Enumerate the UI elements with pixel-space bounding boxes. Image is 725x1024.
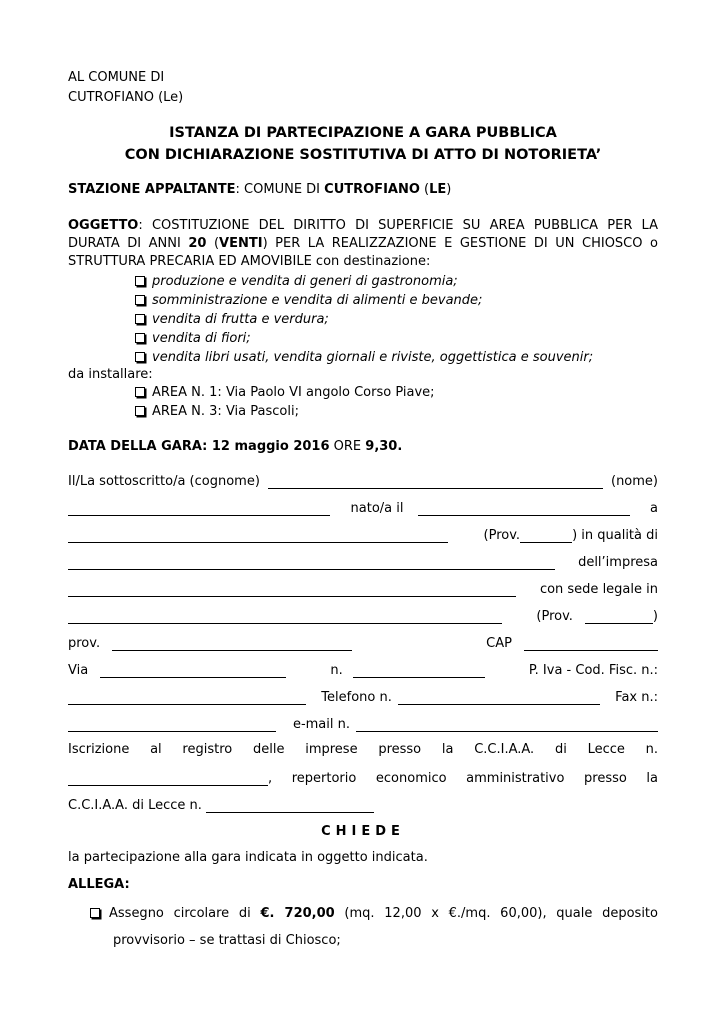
prov-nascita-field[interactable]	[520, 530, 572, 543]
cciaa-label: C.C.I.A.A. di Lecce n.	[68, 798, 202, 813]
stazione-open: (	[419, 182, 430, 197]
cognome-label: Il/La sottoscritto/a (cognome)	[68, 474, 260, 489]
prov-label: (Prov.	[483, 528, 521, 543]
prov-sede-label: (Prov.	[536, 609, 573, 624]
paren-close: )	[652, 609, 658, 624]
cap-field[interactable]	[524, 638, 658, 651]
data-gara	[68, 439, 402, 454]
fax-field[interactable]	[68, 719, 276, 732]
form-row-via	[68, 663, 658, 678]
destinazione-label: vendita di frutta e verdura;	[152, 312, 329, 327]
form-row-cognome	[68, 474, 658, 489]
stazione-sep: : COMUNE DI	[235, 182, 325, 197]
cognome-field[interactable]	[268, 476, 603, 489]
destinazione-item	[135, 274, 458, 289]
destinazione-item	[135, 331, 251, 346]
destinazione-label: produzione e vendita di generi di gastronomia;	[152, 274, 458, 289]
checkbox-icon[interactable]	[135, 333, 145, 343]
area-label: AREA N. 1: Via Paolo VI angolo Corso Piave;	[152, 385, 435, 400]
via-field[interactable]	[100, 665, 286, 678]
stazione-prov: LE	[429, 182, 447, 197]
oggetto-line-2-rest: ) PER LA REALIZZAZIONE E GESTIONE DI UN CHIOSCO o	[262, 236, 658, 251]
stazione-appaltante	[68, 182, 451, 197]
luogo-nascita-field[interactable]	[68, 530, 448, 543]
oggetto-line-1-text: : COSTITUZIONE DEL DIRITTO DI SUPERFICIE SU AREA PUBBLICA PER LA	[138, 218, 658, 233]
form-row-nascita	[68, 501, 658, 516]
checkbox-icon[interactable]	[135, 314, 145, 324]
form-row-email	[68, 717, 658, 732]
checkbox-icon[interactable]	[135, 352, 145, 362]
luogo-label: a	[650, 501, 658, 516]
checkbox-icon[interactable]	[135, 276, 145, 286]
piva-label: P. Iva - Cod. Fisc. n.:	[528, 663, 658, 678]
oggetto-line-2	[68, 236, 658, 251]
assegno-line-1	[90, 906, 658, 921]
prov-sede-field[interactable]	[585, 611, 653, 624]
cap-label: CAP	[486, 636, 512, 651]
data-nascita-field[interactable]	[418, 503, 630, 516]
da-installare-label: da installare:	[68, 367, 153, 382]
data-gara-label: DATA DELLA GARA: 12 maggio 2016	[68, 439, 330, 454]
sede-label: con sede legale in	[539, 582, 658, 597]
piva-field[interactable]	[68, 692, 306, 705]
form-row-prov	[68, 528, 658, 543]
qualita-field[interactable]	[68, 557, 555, 570]
telefono-field[interactable]	[398, 692, 600, 705]
chiede-heading: CHIEDE	[321, 824, 405, 839]
nome-field[interactable]	[68, 503, 330, 516]
form-row-impresa	[68, 555, 658, 570]
stazione-label: STAZIONE APPALTANTE	[68, 182, 236, 197]
area-item	[135, 385, 435, 400]
area-item	[135, 404, 299, 419]
prov-lower-label: prov.	[68, 636, 101, 651]
assegno-text: Assegno circolare di	[109, 906, 261, 921]
form-row-sede	[68, 582, 658, 597]
oggetto-paren: (	[206, 236, 220, 251]
form-row-cciaa	[68, 798, 658, 813]
checkbox-icon[interactable]	[135, 295, 145, 305]
nato-label: nato/a il	[350, 501, 404, 516]
iscrizione-line: Iscrizione al registro delle imprese presso la C.C.I.A.A. di Lecce n.	[68, 742, 658, 757]
fax-label: Fax n.:	[615, 690, 658, 705]
numero-field[interactable]	[353, 665, 485, 678]
prov-lower-field[interactable]	[112, 638, 352, 651]
checkbox-icon[interactable]	[135, 406, 145, 416]
oggetto-anni-num: 20	[188, 236, 207, 251]
destinazione-label: vendita di fiori;	[152, 331, 251, 346]
oggetto-line-1	[68, 218, 658, 233]
area-label: AREA N. 3: Via Pascoli;	[152, 404, 299, 419]
iscrizione-field[interactable]	[68, 773, 268, 786]
destinazione-label: vendita libri usati, vendita giornali e riviste, oggettistica e souvenir;	[152, 350, 594, 365]
form-row-repertorio	[68, 771, 658, 786]
stazione-close: )	[446, 182, 452, 197]
form-row-cap	[68, 636, 658, 651]
data-gara-time: 9,30.	[365, 439, 403, 454]
assegno-amount: €. 720,00	[260, 906, 335, 921]
via-label: Via	[68, 663, 89, 678]
sede-field[interactable]	[68, 611, 502, 624]
numero-label: n.	[330, 663, 343, 678]
impresa-field[interactable]	[68, 584, 516, 597]
checkbox-icon[interactable]	[90, 908, 100, 918]
impresa-label: dell’impresa	[578, 555, 658, 570]
destinazione-item	[135, 293, 482, 308]
assegno-text-2: (mq. 12,00 x €./mq. 60,00), quale deposito	[334, 906, 658, 921]
oggetto-anni-word: VENTI	[219, 236, 263, 251]
destinazione-item	[135, 350, 593, 365]
email-label: e-mail n.	[292, 717, 350, 732]
stazione-name: CUTROFIANO	[324, 182, 420, 197]
cciaa-field[interactable]	[206, 800, 374, 813]
document-title-line-2: CON DICHIARAZIONE SOSTITUTIVA DI ATTO DI NOTORIETA’	[124, 147, 602, 163]
partecipazione-text: la partecipazione alla gara indicata in oggetto indicata.	[68, 850, 428, 865]
checkbox-icon[interactable]	[135, 387, 145, 397]
allega-heading: ALLEGA:	[68, 877, 130, 892]
email-field[interactable]	[356, 719, 658, 732]
oggetto-line-3: STRUTTURA PRECARIA ED AMOVIBILE con destinazione:	[68, 254, 431, 269]
assegno-line-2: provvisorio – se trattasi di Chiosco;	[113, 933, 341, 948]
qualita-label: ) in qualità di	[572, 528, 658, 543]
data-gara-ore: ORE	[329, 439, 366, 454]
destinazione-item	[135, 312, 329, 327]
document-title-line-1: ISTANZA DI PARTECIPAZIONE A GARA PUBBLICA	[169, 125, 557, 141]
repertorio-label: , repertorio economico amministrativo presso la	[268, 771, 658, 786]
destinazione-label: somministrazione e vendita di alimenti e bevande;	[152, 293, 483, 308]
form-row-sede-prov	[68, 609, 658, 624]
recipient-line-1: AL COMUNE DI	[68, 70, 165, 85]
nome-label: (nome)	[611, 474, 658, 489]
oggetto-label: OGGETTO	[68, 218, 139, 233]
oggetto-durata: DURATA DI ANNI	[68, 236, 189, 251]
form-row-telefono	[68, 690, 658, 705]
telefono-label: Telefono n.	[321, 690, 392, 705]
recipient-line-2: CUTROFIANO (Le)	[68, 90, 184, 105]
